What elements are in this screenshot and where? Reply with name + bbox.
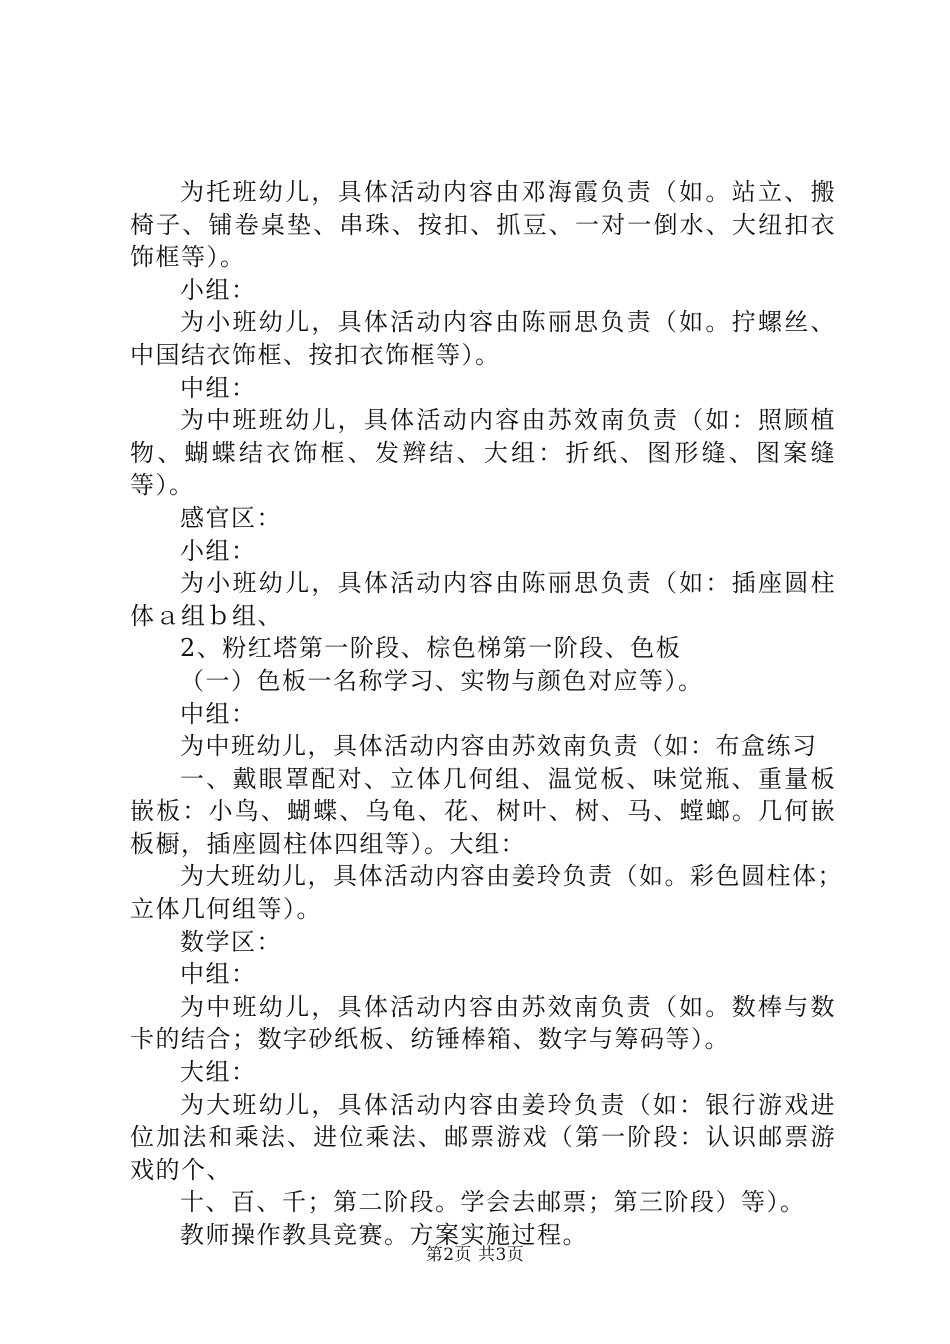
text-line: 为大班幼儿，具体活动内容由姜玲负责（如。彩色圆柱体； <box>180 862 843 891</box>
text-line: 位加法和乘法、进位乘法、邮票游戏（第一阶段：认识邮票游 <box>130 1123 836 1152</box>
text-line: 为小班幼儿，具体活动内容由陈丽思负责（如。拧螺丝、 <box>180 308 836 337</box>
text-line: 小组： <box>180 275 257 304</box>
text-line: 物、蝴蝶结衣饰框、发辫结、大组：折纸、图形缝、图案缝 <box>130 438 836 467</box>
text-line: （一）色板一名称学习、实物与颜色对应等）。 <box>180 666 704 695</box>
text-line: 中组： <box>180 699 257 728</box>
text-line: 数学区： <box>180 927 282 956</box>
text-line: 戏的个、 <box>130 1155 232 1184</box>
text-line: 教师操作教具竞赛。方案实施过程。 <box>180 1221 588 1249</box>
text-line: 为托班幼儿，具体活动内容由邓海霞负责（如。站立、搬 <box>180 178 836 206</box>
text-line: 感官区： <box>180 503 282 532</box>
text-line: 中组： <box>180 373 257 402</box>
text-line: 板橱，插座圆柱体四组等）。大组： <box>130 829 526 858</box>
text-line: 2、粉红塔第一阶段、棕色梯第一阶段、色板 <box>180 634 682 663</box>
text-line: 等）。 <box>130 471 195 500</box>
text-line: 中组： <box>180 960 257 989</box>
text-line: 饰框等）。 <box>130 243 246 272</box>
text-line: 椅子、铺卷桌垫、串珠、按扣、抓豆、一对一倒水、大纽扣衣 <box>130 210 836 239</box>
text-line: 大组： <box>180 1058 257 1087</box>
text-line: 十、百、千；第二阶段。学会去邮票；第三阶段）等）。 <box>180 1188 806 1217</box>
text-line: 中国结衣饰框、按扣衣饰框等）。 <box>130 340 501 369</box>
text-line: 为中班幼儿，具体活动内容由苏效南负责（如。数棒与数 <box>180 992 836 1021</box>
body-text <box>130 176 843 1252</box>
page-footer: 第2页 共3页 <box>425 1245 525 1265</box>
text-line: 为小班幼儿，具体活动内容由陈丽思负责（如：插座圆柱 <box>180 569 836 598</box>
text-line: 小组： <box>180 536 257 565</box>
text-line: 为中班班幼儿，具体活动内容由苏效南负责（如：照顾植 <box>180 406 836 435</box>
text-line: 为中班幼儿，具体活动内容由苏效南负责（如：布盒练习 <box>180 732 818 761</box>
text-line: 一、戴眼罩配对、立体几何组、温觉板、味觉瓶、重量板 <box>180 764 836 793</box>
text-line: 立体几何组等）。 <box>130 895 322 924</box>
text-line: 体ａ组ｂ组、 <box>130 601 283 630</box>
text-line: 卡的结合；数字砂纸板、纺锤棒箱、数字与筹码等）。 <box>130 1025 730 1054</box>
text-line: 嵌板：小鸟、蝴蝶、乌龟、花、树叶、树、马、螳螂。几何嵌 <box>130 797 836 826</box>
text-line: 为大班幼儿，具体活动内容由姜玲负责（如：银行游戏进 <box>180 1090 836 1119</box>
